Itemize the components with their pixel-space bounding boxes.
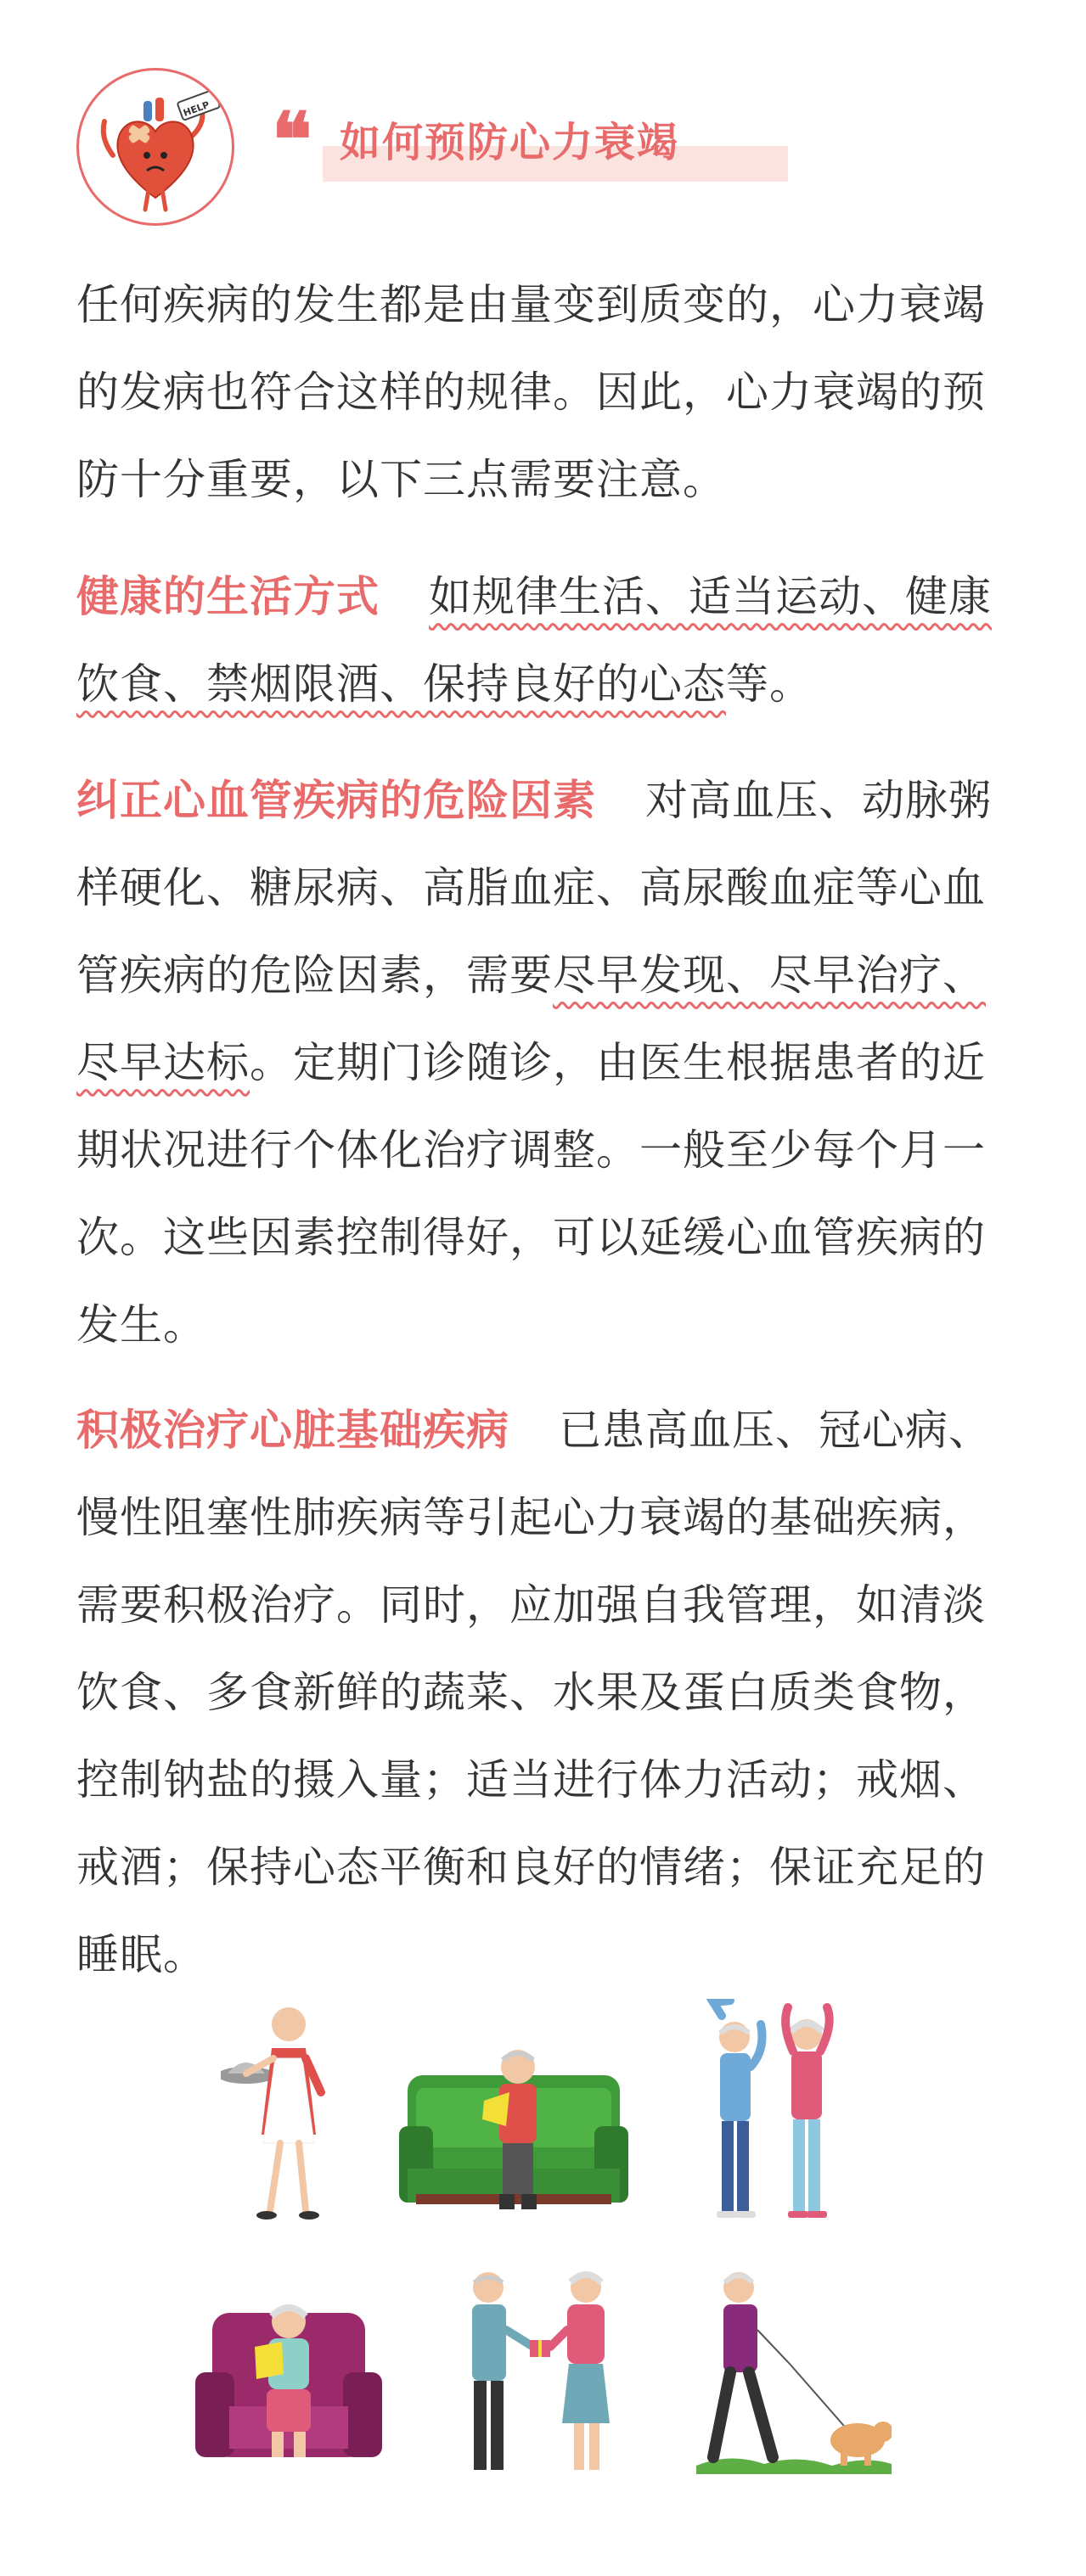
section-heading: 纠正心血管疾病的危险因素 xyxy=(76,776,596,825)
section-lead-text: 对高血压、动脉粥样硬化、糖尿病、高脂血症、高尿酸血症等心血管疾病的危险因素，需要 xyxy=(76,776,992,1000)
section-tail-text: 。定期门诊随诊，由医生根据患者的近期状况进行个体化治疗调整。一般至少每个月一次。这些因素控制得好，可以延缓心血管疾病的发生。 xyxy=(76,1038,986,1350)
quote-mark-icon: ❝ xyxy=(272,95,312,183)
couple-stretching-image xyxy=(688,1999,849,2228)
intro-paragraph: 任何疾病的发生都是由量变到质变的，心力衰竭的发病也符合这样的规律。因此，心力衰竭的预防十分重要，以下三点需要注意。 xyxy=(76,280,986,504)
section-header xyxy=(76,68,1010,229)
elderly-activities-illustration xyxy=(187,1999,900,2483)
section-tail-text: 等。 xyxy=(726,659,813,709)
help-sign-text: HELP xyxy=(182,98,211,119)
couple-exchanging-gift-image xyxy=(442,2262,637,2483)
section-heading: 积极治疗心脏基础疾病 xyxy=(76,1406,509,1455)
woman-reading-armchair-image xyxy=(195,2279,382,2474)
section-healthy-lifestyle xyxy=(76,553,1019,728)
section-treat-underlying-disease xyxy=(76,1387,1019,1999)
heart-mascot-avatar xyxy=(76,68,234,226)
man-walking-dog-image xyxy=(696,2262,892,2483)
underlined-text: 如规律生活、适当运动、健康饮食、禁烟限酒、保持良好的心态 xyxy=(76,572,992,709)
section-body-text: 已患高血压、冠心病、慢性阻塞性肺疾病等引起心力衰竭的基础疾病，需要积极治疗。同时，应加强自我管理，如清淡饮食、多食新鲜的蔬菜、水果及蛋白质类食物，控制钠盐的摄入量；适当进行体力活动；戒烟、戒酒；保持心态平衡和良好的情绪；保证充足的睡眠。 xyxy=(76,1406,992,1979)
heart-mascot-icon xyxy=(79,70,232,223)
section-heading: 健康的生活方式 xyxy=(76,572,380,621)
man-on-green-sofa-image xyxy=(399,2041,628,2228)
section-risk-factors xyxy=(76,757,1019,1369)
underlined-text: 尽早发现、尽早治疗、尽早达标 xyxy=(76,951,986,1087)
section-title: 如何预防心力衰竭 xyxy=(340,119,680,166)
woman-serving-tray-image xyxy=(221,1999,348,2228)
